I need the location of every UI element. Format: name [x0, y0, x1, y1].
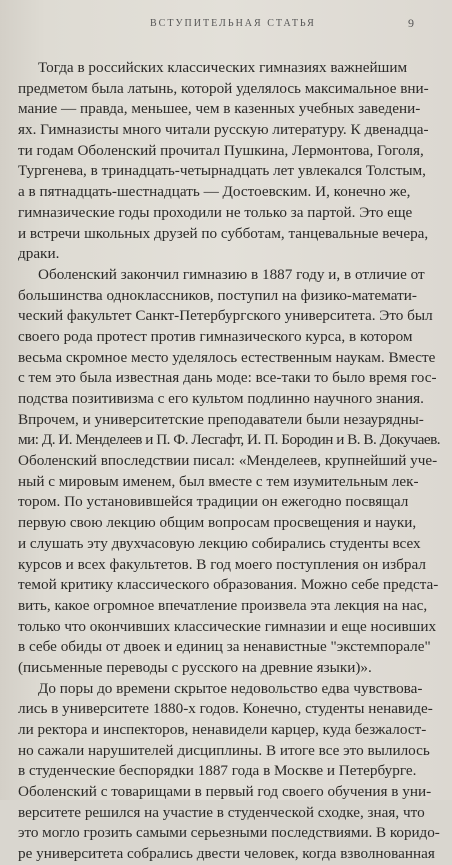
text-line: верситете решился на участие в студенческой сходке, зная, что — [18, 803, 425, 821]
page-number: 9 — [408, 16, 414, 30]
text-line: гимназические годы проходили не только за партой. Это еще — [18, 203, 413, 221]
text-line: драки. — [18, 245, 60, 263]
text-line: и слушать эту двухчасовую лекцию собирались студенты всех — [18, 534, 421, 552]
text-line: и встречи школьных друзей по субботам, танцевальные вечера, — [18, 224, 429, 242]
text-line: ях. Гимназисты много читали русскую литературу. К двенадца- — [18, 121, 429, 139]
paragraph — [18, 58, 440, 265]
text-line: ческий факультет Санкт-Петербургского университета. Это был — [18, 307, 433, 325]
text-line: весьма скромное место уделялось естественным наукам. Вместе — [18, 348, 436, 366]
text-line: темой критику классического образования. Можно себе предста- — [18, 576, 439, 594]
text-line: (письменные переводы с русского на древние языки)». — [18, 658, 372, 676]
text-line: вить, какое огромное впечатление произвела эта лекция на нас, — [18, 596, 428, 614]
text-line: ми: Д. И. Менделеев и П. Ф. Лесгафт, И. П. Бородин и В. В. Докучаев. — [18, 431, 441, 449]
text-line: ти годам Оболенский прочитал Пушкина, Лермонтова, Гоголя, — [18, 141, 424, 159]
text-line: Оболенский впоследствии писал: «Менделеев, крупнейший уче- — [18, 452, 438, 470]
text-line: ре университета собрались двести человек, когда взволнованная — [18, 845, 435, 863]
body-text — [18, 58, 440, 865]
text-line: только что окончивших классические гимназии и еще носивших — [18, 617, 437, 635]
running-header — [0, 18, 452, 32]
text-line: с тем это была известная дань моде: все-таки то было время гос- — [18, 369, 437, 387]
text-line: предметом была латынь, которой уделялось максимальное вни- — [18, 79, 429, 97]
text-line: ли ректора и инспекторов, ненавидели карцер, куда безжалост- — [18, 721, 427, 738]
text-line: курсов и всех факультетов. В год моего поступления он избрал — [18, 555, 426, 573]
text-line: это могло грозить самыми серьезными последствиями. В коридо- — [18, 824, 440, 842]
text-line: Оболенский с товарищами в первый год своего обучения в уни- — [18, 783, 432, 801]
text-line: мание — правда, меньшее, чем в казенных учебных заведени- — [18, 100, 421, 118]
text-line: а в пятнадцать-шестнадцать — Достоевским. И, конечно же, — [18, 183, 411, 201]
text-line: в студенческие беспорядки 1887 года в Москве и Петербурге. — [18, 762, 417, 780]
paragraph — [18, 265, 440, 679]
text-line: большинства одноклассников, поступил на физико-математи- — [18, 286, 417, 304]
text-line: но сажали нарушителей дисциплины. В итоге все это вылилось — [18, 741, 430, 759]
text-line: До поры до времени скрытое недовольство едва чувствова- — [38, 679, 423, 697]
text-line: в себе обиды от двоек и единиц за ненавистные "экстемпорале" — [18, 638, 431, 656]
text-line: Оболенский закончил гимназию в 1887 году и, в отличие от — [38, 265, 425, 283]
paragraph — [18, 679, 440, 865]
text-line: первую свою лекцию общим вопросам просвещения и науки, — [18, 514, 417, 532]
text-line: своего рода протест против гимназического курса, в котором — [18, 327, 413, 345]
text-line: подства позитивизма с его культом подлинно научного знания. — [18, 390, 424, 407]
text-line: лись в университете 1880-х годов. Конечно, студенты ненавиде- — [18, 700, 433, 718]
text-line: тором. По установившейся традиции он ежегодно посвящал — [18, 493, 409, 511]
running-title: ВСТУПИТЕЛЬНАЯ СТАТЬЯ — [150, 18, 316, 29]
text-line: Тогда в российских классических гимназиях важнейшим — [38, 59, 408, 76]
text-line: Тургенева, в тринадцать-четырнадцать лет увлекался Толстым, — [18, 162, 426, 180]
text-line: ный с мировым именем, был вместе с тем изумительным лек- — [18, 472, 419, 490]
text-line: Впрочем, и университетские преподаватели были незаурядны- — [18, 410, 424, 428]
